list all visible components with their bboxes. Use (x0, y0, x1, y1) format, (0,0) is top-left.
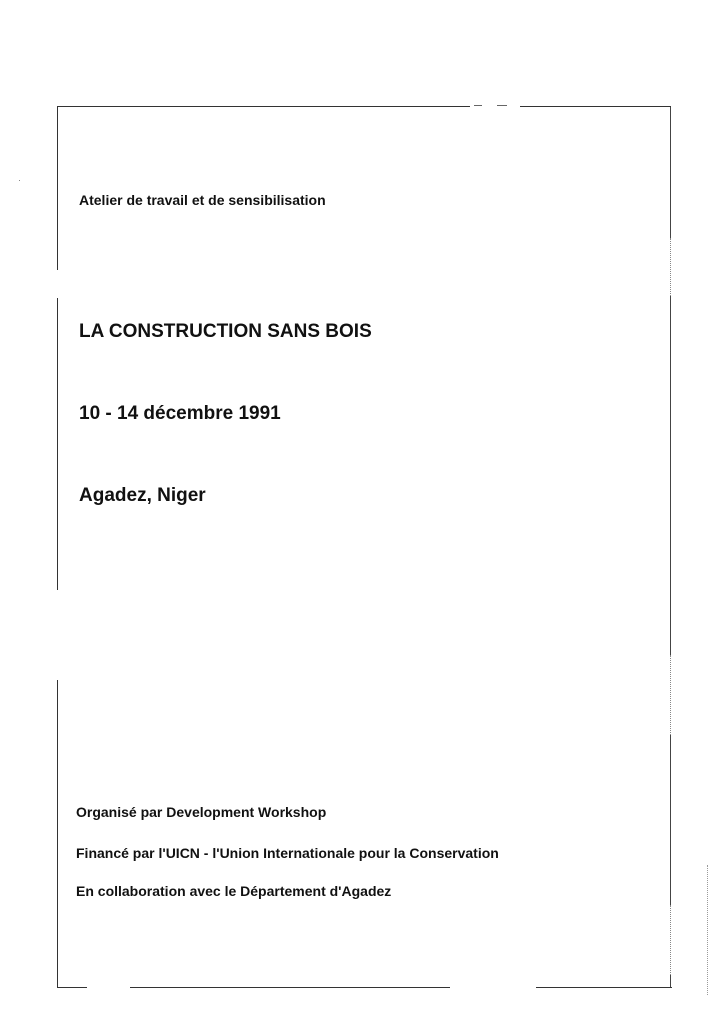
page-border-right-dots (670, 905, 671, 975)
document-title: LA CONSTRUCTION SANS BOIS (79, 321, 372, 342)
page-border-right-gap (668, 905, 674, 975)
page-border-left-gap (54, 590, 60, 680)
page-border-top (57, 106, 671, 107)
event-dates: 10 - 14 décembre 1991 (79, 403, 281, 424)
page-border-bottom-segment (130, 987, 450, 988)
page-border-right-gap (668, 238, 674, 296)
scan-edge-marks (707, 865, 708, 995)
funder-credit: Financé par l'UICN - l'Union Internationale pour la Conservation (76, 845, 499, 861)
page-border-top-dash (474, 105, 482, 106)
page-border-right-dots (670, 238, 671, 296)
event-location: Agadez, Niger (79, 485, 206, 506)
page-border-right-dots (670, 655, 671, 735)
page-border-bottom-segment (536, 987, 672, 988)
organizer-credit: Organisé par Development Workshop (76, 804, 327, 820)
page-border-right-gap (668, 655, 674, 735)
scan-speck (19, 180, 20, 181)
page-border-top-dash (497, 105, 507, 106)
page-border-bottom-segment (57, 987, 87, 988)
collaborator-credit: En collaboration avec le Département d'Agadez (76, 883, 392, 899)
page-border-left-gap (54, 270, 60, 298)
workshop-subtitle: Atelier de travail et de sensibilisation (79, 192, 326, 208)
